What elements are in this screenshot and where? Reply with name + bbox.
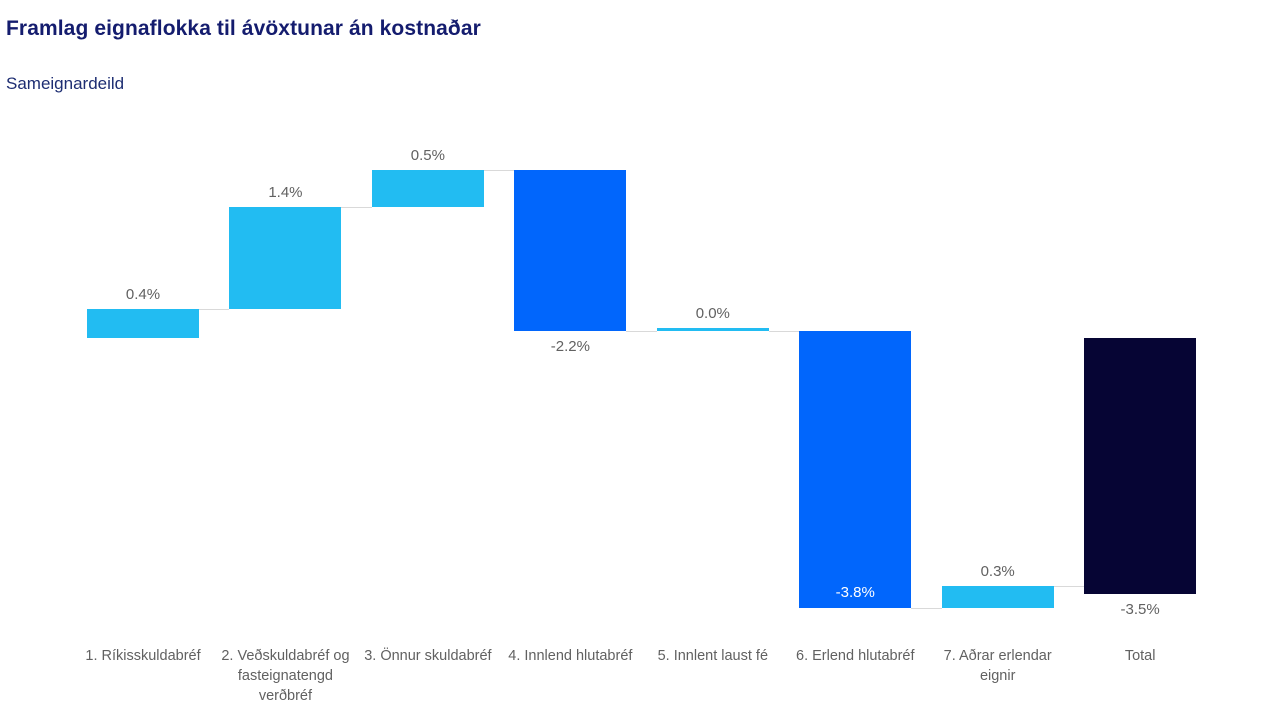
x-axis-category-label: 5. Innlent laust fé xyxy=(657,648,769,664)
connector-line xyxy=(341,207,371,208)
waterfall-bar-5[interactable] xyxy=(657,328,769,331)
connector-line xyxy=(769,331,799,332)
connector-line xyxy=(626,331,656,332)
x-axis-category-label: 1. Ríkisskuldabréf xyxy=(85,648,201,664)
x-axis-category-label: 7. Aðrar erlendar eignir xyxy=(943,648,1052,684)
bar-value-label: 0.5% xyxy=(410,147,445,165)
x-axis-category-label: 6. Erlend hlutabréf xyxy=(796,648,915,664)
bar-value-label: 0.4% xyxy=(125,285,161,303)
connector-line xyxy=(199,309,229,310)
waterfall-bar-7[interactable] xyxy=(942,586,1054,608)
connector-line xyxy=(484,170,514,171)
chart-subtitle: Sameignardeild xyxy=(6,74,125,93)
connector-line xyxy=(1054,586,1084,587)
bar-value-label: 1.4% xyxy=(268,183,303,201)
waterfall-bar-2[interactable] xyxy=(229,207,341,309)
connector-line xyxy=(911,608,941,609)
waterfall-bar-1[interactable] xyxy=(87,309,199,338)
waterfall-bar-4[interactable] xyxy=(514,170,626,331)
bar-value-label: -2.2% xyxy=(550,337,590,355)
x-axis-category-label: Total xyxy=(1124,648,1156,664)
x-axis-category-label: 2. Veðskuldabréf og fasteignatengd verðbréf xyxy=(221,648,350,704)
bar-value-label: 0.0% xyxy=(695,304,730,322)
waterfall-bar-3[interactable] xyxy=(372,170,484,207)
waterfall-bar-6[interactable] xyxy=(799,331,911,608)
x-axis-category-label: 3. Önnur skuldabréf xyxy=(364,648,492,664)
x-axis-category-label: 4. Innlend hlutabréf xyxy=(508,648,633,664)
chart-title: Framlag eignaflokka til ávöxtunar án kostnaðar xyxy=(6,17,481,40)
bar-value-label: -3.5% xyxy=(1120,600,1160,618)
bar-value-label: 0.3% xyxy=(980,563,1015,581)
bar-value-label: -3.8% xyxy=(835,584,875,602)
waterfall-bar-total[interactable] xyxy=(1084,338,1196,594)
